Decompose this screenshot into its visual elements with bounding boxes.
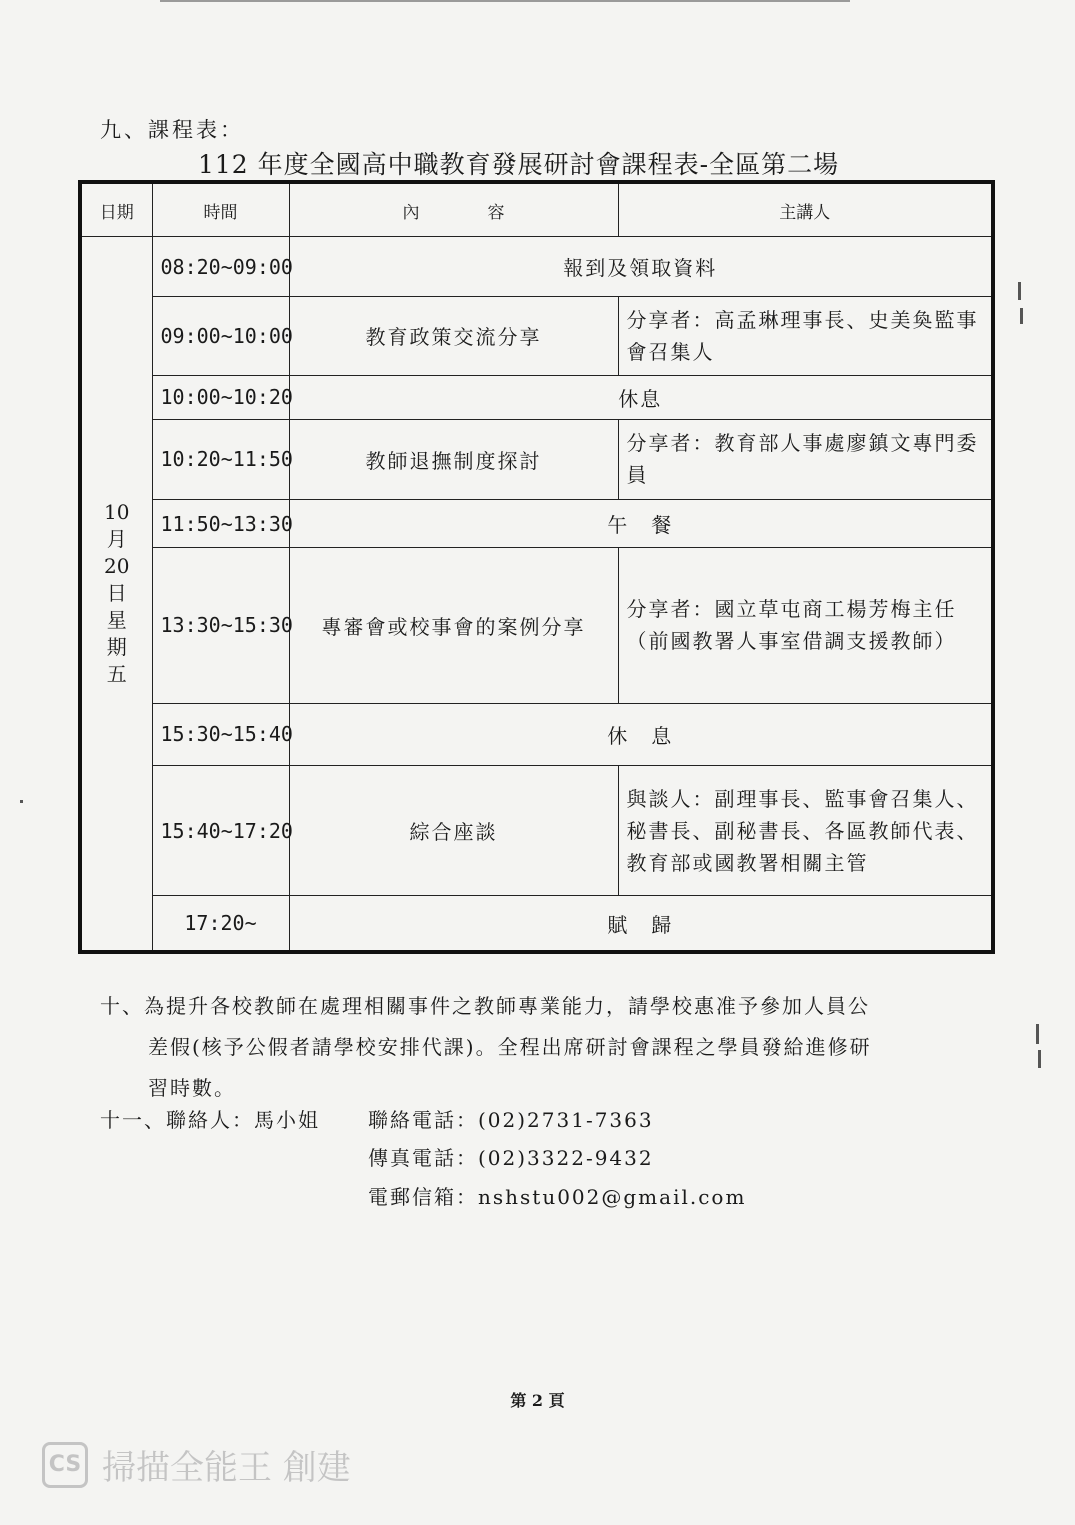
time-cell: 11:50~13:30 (152, 500, 289, 548)
contact-label: 十一、聯絡人：馬小姐 (100, 1108, 320, 1132)
time-cell: 08:20~09:00 (152, 237, 289, 297)
page-number: 第 2 頁 (510, 1391, 565, 1410)
table-title: 112 年度全國高中職教育發展研討會課程表-全區第二場 (198, 150, 840, 179)
contact-phone: 聯絡電話：(02)2731-7363 (368, 1108, 654, 1132)
time-cell: 15:30~15:40 (152, 703, 289, 765)
speaker-cell: 與談人：副理事長、監事會召集人、秘書長、副秘書長、各區教師代表、教育部或國教署相關主管 (618, 765, 993, 895)
watermark-text: 掃描全能王 創建 (102, 1448, 351, 1488)
time-cell: 10:00~10:20 (152, 375, 289, 419)
date-char: 10 (104, 500, 130, 525)
date-char: 五 (106, 662, 127, 687)
table-row (80, 548, 993, 704)
date-cell (80, 237, 152, 952)
date-char: 日 (106, 581, 127, 606)
content-cell: 專審會或校事會的案例分享 (289, 548, 618, 704)
time-cell: 13:30~15:30 (152, 548, 289, 704)
table-row (80, 765, 993, 895)
content-cell: 綜合座談 (289, 765, 618, 895)
table-row (80, 896, 993, 952)
time-cell: 17:20~ (152, 896, 289, 952)
scanner-watermark (42, 1440, 351, 1489)
date-char: 20 (104, 554, 130, 579)
scan-speck (1038, 1050, 1041, 1068)
contact-fax: 傳真電話：(02)3322-9432 (368, 1146, 654, 1170)
scan-speck (20, 800, 23, 803)
section-ten-line: 十、為提升各校教師在處理相關事件之教師專業能力，請學校惠准予參加人員公 (100, 994, 870, 1018)
table-row (80, 297, 993, 375)
content-cell: 教育政策交流分享 (289, 297, 618, 375)
header-time: 時間 (152, 182, 289, 237)
contact-email: 電郵信箱：nshstu002@gmail.com (368, 1185, 747, 1209)
section-ten-line: 差假(核予公假者請學校安排代課)。全程出席研討會課程之學員發給進修研 (148, 1035, 872, 1059)
scan-speck (1020, 308, 1023, 324)
time-cell: 15:40~17:20 (152, 765, 289, 895)
content-cell: 賦 歸 (289, 896, 993, 952)
schedule-table (78, 180, 995, 954)
speaker-cell: 分享者：國立草屯商工楊芳梅主任（前國教署人事室借調支援教師） (618, 548, 993, 704)
header-speaker: 主講人 (618, 182, 993, 237)
header-date: 日期 (80, 182, 152, 237)
content-cell: 休息 (289, 375, 993, 419)
speaker-cell: 分享者：高孟琳理事長、史美奐監事會召集人 (618, 297, 993, 375)
date-char: 星 (106, 608, 127, 633)
header-row (80, 182, 993, 237)
date-char: 期 (106, 635, 127, 660)
section-ten-line: 習時數。 (148, 1076, 236, 1100)
section-nine-heading: 九、課程表： (100, 118, 244, 142)
date-char: 月 (106, 527, 127, 552)
time-cell: 10:20~11:50 (152, 419, 289, 499)
table-row (80, 375, 993, 419)
section-ten (100, 986, 960, 1109)
scan-speck (1018, 282, 1021, 300)
header-content: 內 容 (289, 182, 618, 237)
table-row (80, 419, 993, 499)
table-row (80, 237, 993, 297)
scan-speck (1036, 1024, 1039, 1044)
content-cell: 報到及領取資料 (289, 237, 993, 297)
speaker-cell: 分享者：教育部人事處廖鎮文專門委員 (618, 419, 993, 499)
top-rule (160, 0, 850, 2)
content-cell: 午 餐 (289, 500, 993, 548)
time-cell: 09:00~10:00 (152, 297, 289, 375)
content-cell: 教師退撫制度探討 (289, 419, 618, 499)
table-row (80, 703, 993, 765)
content-cell: 休 息 (289, 703, 993, 765)
camscanner-logo-icon: CS (42, 1442, 88, 1488)
table-row (80, 500, 993, 548)
